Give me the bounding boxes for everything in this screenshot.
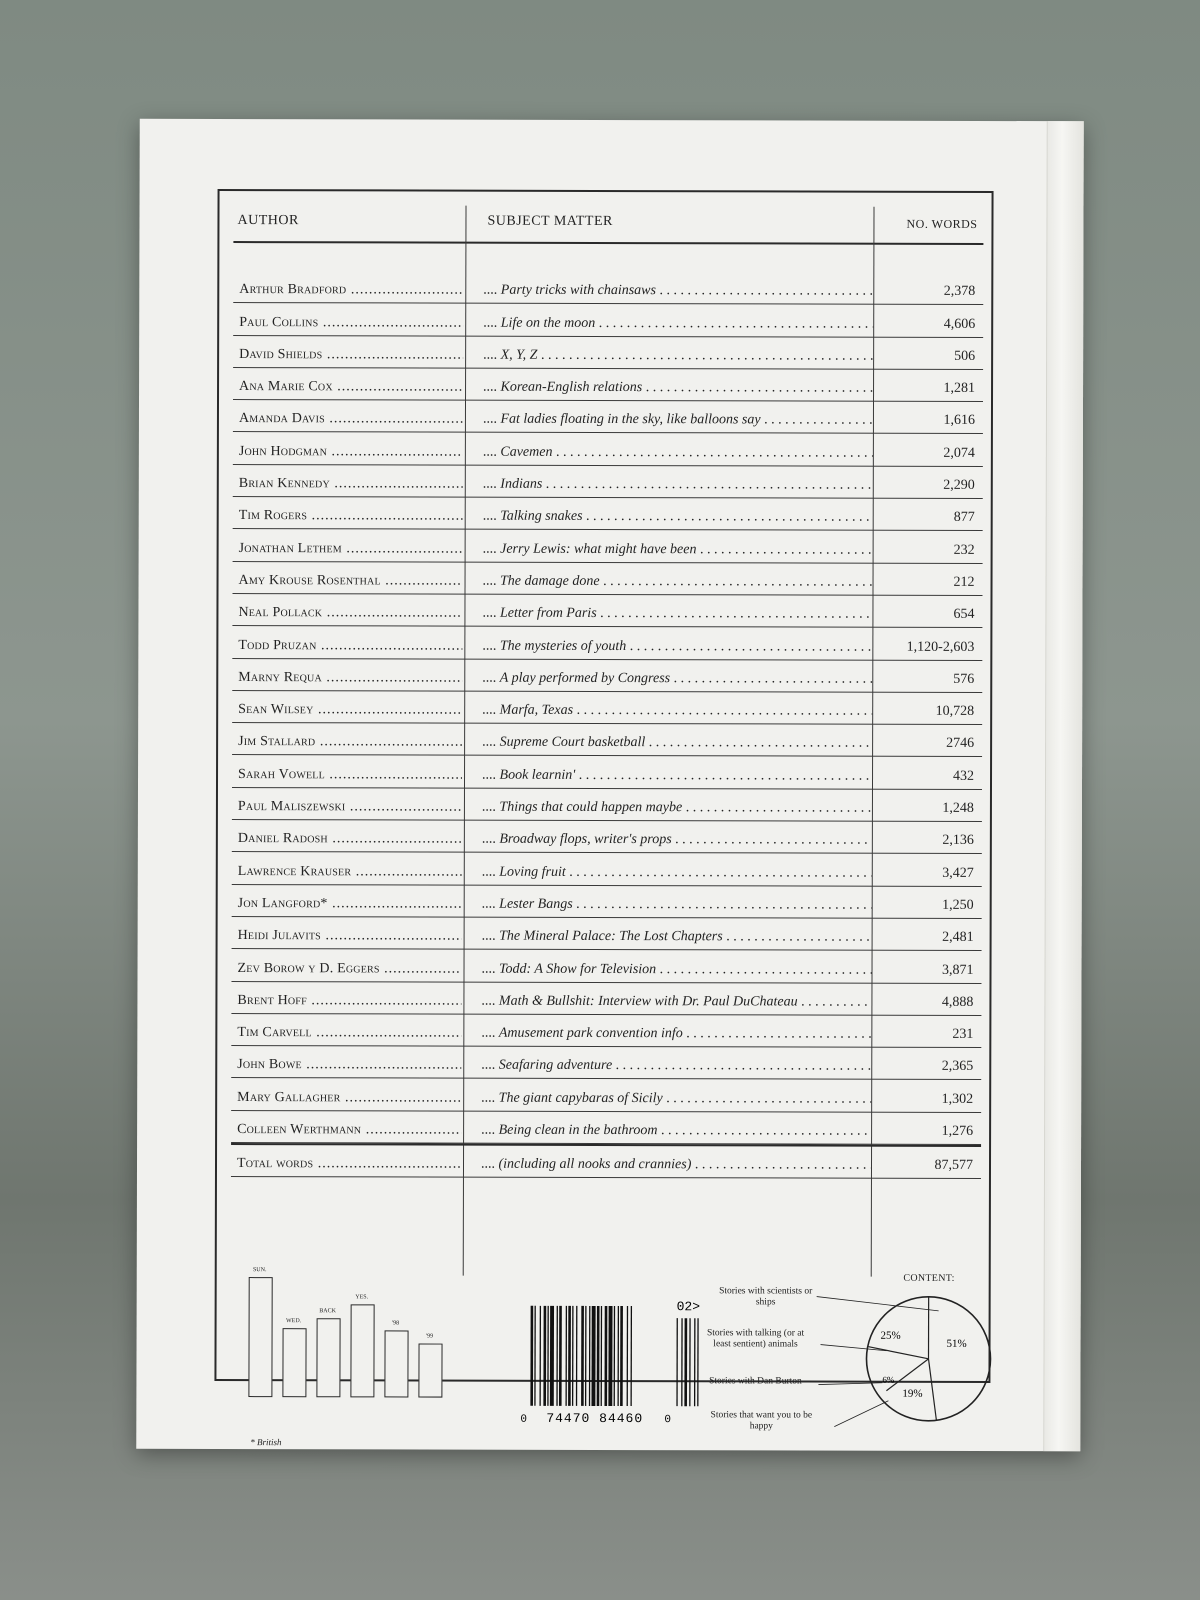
barcode-bar [534,1306,536,1406]
word-count-cell: 4,888 [941,994,974,1010]
table-row [233,368,983,402]
word-count-cell: 1,248 [942,800,974,816]
word-count-cell: 1,120-2,603 [906,639,975,655]
author-cell: Lawrence Krauser ..... [238,864,462,881]
barcode-bar [608,1306,612,1406]
pie-leader-line [834,1401,888,1427]
word-count-cell: 2,074 [943,445,975,461]
author-cell: Brent Hoff ..... [237,993,461,1010]
pie-label-happy: Stories that want you to be happy [710,1410,813,1432]
pie-title: CONTENT: [903,1272,955,1284]
author-cell: Brian Kennedy ..... [239,476,463,493]
word-count-cell: 2,378 [943,284,976,300]
subject-cell: .... Korean-English relations . . . [483,380,873,397]
subject-cell: .... Fat ladies floating in the sky, like balloons say . . . [483,412,873,429]
table-row [232,562,982,596]
pie-label-scientists: Stories with scientists or ships [719,1286,813,1308]
pie-label-dan-burton: Stories with Dan Burton [709,1376,802,1387]
header-subject: SUBJECT MATTER [487,213,613,230]
barcode-bar [543,1306,546,1406]
bar-label: WED. [285,1318,302,1325]
barcode-bar [581,1306,584,1406]
word-count-cell: 212 [953,574,975,590]
pie-leader-line [821,1345,887,1351]
header-words: NO. WORDS [906,216,978,231]
author-cell: Amanda Davis ..... [239,412,463,429]
subject-cell: .... The damage done . . . [483,574,873,591]
word-count-cell: 1,616 [943,413,975,429]
author-cell: Todd Pruzan ..... [238,638,462,655]
barcode-bar [565,1306,567,1406]
author-cell: Heidi Julavits ..... [238,928,462,945]
subject-cell: .... Book learnin' . . . [482,767,872,784]
table-row [231,1046,981,1080]
barcode-digit-left: 0 [520,1413,527,1426]
barcode-bar [604,1306,607,1406]
table-row [233,432,983,466]
author-cell: Colleen Werthmann ..... [237,1122,461,1139]
subject-cell: .... Lester Bangs . . . [482,897,872,914]
author-cell: Arthur Bradford ..... [239,282,463,299]
pie-value-happy: 19% [902,1387,923,1400]
word-count-cell: 2,481 [942,930,974,946]
subject-cell: .... Being clean in the bathroom . . . [481,1123,871,1140]
total-words: 87,577 [934,1158,974,1174]
author-cell: Tim Carvell ..... [237,1025,461,1042]
author-cell: Paul Maliszewski ..... [238,799,462,816]
word-count-cell: 231 [952,1027,974,1043]
barcode-bar [576,1306,578,1406]
bar [282,1328,306,1397]
pie-value-dan-burton: 6% [882,1374,895,1385]
bar [350,1304,374,1397]
word-count-cell: 877 [953,510,975,526]
author-cell: Jim Stallard ..... [238,734,462,751]
barcode-bar [591,1306,595,1406]
word-count-cell: 576 [953,671,975,687]
table-row [232,626,982,660]
bar-label: '98 [392,1320,400,1327]
author-cell: Sean Wilsey ..... [238,702,462,719]
table-row [233,529,983,563]
table-row [232,820,982,854]
barcode-bar [597,1306,600,1406]
barcode-addon-bar [681,1318,683,1406]
header-rule [233,241,983,245]
barcode-bar [589,1306,591,1406]
word-count-cell: 2,290 [943,477,975,494]
barcode-digit-right: 0 [664,1414,671,1427]
subject-cell: .... Jerry Lewis: what might have been . . . [483,541,873,558]
subject-cell: .... X, Y, Z . . . [483,348,873,365]
word-count-cell: 506 [954,348,976,364]
author-cell: Ana Marie Cox ..... [239,379,463,396]
table-row [233,271,983,305]
author-cell: John Bowe ..... [237,1057,461,1074]
table-row [231,949,981,983]
barcode-bar [568,1306,571,1406]
pie-chart-area [706,1272,996,1453]
bottom-section [216,1267,988,1448]
word-count-cell: 1,281 [943,381,976,397]
bar [384,1330,408,1397]
subject-cell: .... The giant capybaras of Sicily . . . [481,1090,871,1107]
table-row [232,594,982,628]
table-row [232,788,982,822]
barcode-bar [559,1306,562,1406]
word-count-cell: 4,606 [943,316,976,332]
table-row [232,691,982,725]
pie-value-animals: 25% [880,1329,901,1342]
bar [418,1344,442,1398]
subject-cell: .... The mysteries of youth . . . [482,638,872,655]
bar-label: '99 [426,1333,434,1340]
table-row [233,336,983,370]
table-row [232,917,982,951]
subject-cell: .... Math & Bullshit: Interview with Dr. Paul DuChateau . . . [481,993,871,1010]
pie-label-animals: Stories with talking (or at least sentient) animals [706,1328,805,1350]
subject-cell: .... Party tricks with chainsaws . . . [483,283,873,300]
barcode-addon: 02> [676,1299,701,1315]
bar-label: YES. [355,1294,369,1301]
barcode-bar [614,1306,616,1406]
table-row [232,885,982,919]
pie-divider [868,1347,928,1359]
total-subject: .... (including all nooks and crannies) . . . [481,1157,871,1174]
author-cell: Zev Borow y D. Eggers ..... [237,961,461,978]
pie-divider [928,1359,936,1420]
author-cell: David Shields ..... [239,347,463,364]
barcode-addon-bar [684,1318,687,1406]
subject-cell: .... Letter from Paris . . . [482,606,872,623]
barcode-addon-bar [676,1318,678,1406]
bar [316,1318,340,1397]
header-author: AUTHOR [237,213,299,229]
subject-cell: .... Indians . . . [483,477,873,494]
bar-chart [244,1267,464,1398]
barcode-bar [547,1306,549,1406]
pie-chart [706,1272,996,1453]
table-row [233,400,983,434]
author-cell: Marny Requa ..... [238,670,462,687]
subject-cell: .... Amusement park convention info . . . [481,1026,871,1043]
table-row [231,982,981,1016]
word-count-cell: 2,136 [942,833,974,849]
bar-label: BACK [319,1308,336,1315]
table-row [233,303,983,337]
author-cell: Jon Langford* ..... [238,896,462,913]
barcode-bar [627,1306,629,1406]
barcode [516,1298,716,1427]
subject-cell: .... Loving fruit . . . [482,864,872,881]
subject-cell: .... Broadway flops, writer's props . . . [482,832,872,849]
barcode-addon-bar [694,1318,696,1406]
table-row [232,755,982,789]
word-count-cell: 1,276 [941,1123,974,1139]
table-row [232,852,982,886]
subject-cell: .... Seafaring adventure . . . [481,1058,871,1075]
total-label: Total words ..... [237,1156,461,1173]
book-spine-edge [1043,121,1083,1451]
barcode-bar [620,1306,623,1406]
barcode-bar [617,1306,619,1406]
barcode-bar [601,1306,603,1406]
author-cell: Neal Pollack ..... [238,605,462,622]
pie-leader-line [817,1297,939,1311]
subject-cell: .... Talking snakes . . . [483,509,873,526]
word-count-cell: 2746 [946,736,975,752]
word-count-cell: 10,728 [935,704,975,720]
barcode-bar [572,1306,574,1406]
subject-cell: .... A play performed by Congress . . . [482,671,872,688]
subject-cell: .... Supreme Court basketball . . . [482,735,872,752]
subject-cell: .... Todd: A Show for Television . . . [481,961,871,978]
barcode-bar [539,1306,541,1406]
barcode-bar [630,1306,632,1406]
barcode-addon-bar [697,1318,699,1406]
barcode-addon-bar [689,1318,691,1406]
author-cell: Daniel Radosh ..... [238,831,462,848]
pie-value-scientists: 51% [946,1337,967,1350]
author-cell: Jonathan Lethem ..... [239,541,463,558]
table-row [233,497,983,531]
author-cell: Tim Rogers ..... [239,508,463,525]
table-row [231,1014,981,1048]
author-cell: Paul Collins ..... [239,315,463,332]
author-cell: Amy Krouse Rosenthal ..... [239,573,463,590]
subject-cell: .... Marfa, Texas . . . [482,703,872,720]
total-row [231,1143,981,1179]
word-count-cell: 2,365 [941,1059,974,1075]
word-count-cell: 1,302 [941,1091,974,1107]
barcode-digits: 74470 84460 [546,1410,644,1427]
table-row [233,465,983,499]
barcode-bar [550,1306,554,1406]
barcode-bar [530,1306,533,1406]
table-row [231,1078,981,1112]
book-back-cover [136,119,1083,1451]
word-count-cell: 3,871 [941,962,974,978]
subject-cell: .... The Mineral Palace: The Lost Chapters . . . [482,929,872,946]
footnote: * British [250,1437,282,1448]
word-count-cell: 3,427 [942,865,974,881]
subject-cell: .... Things that could happen maybe . . . [482,800,872,817]
bar-label: SUN. [252,1267,267,1274]
bar [248,1277,272,1397]
word-count-cell: 1,250 [942,897,974,913]
barcode-bar [556,1306,558,1406]
table-row [232,723,982,757]
word-count-cell: 232 [953,542,975,558]
word-count-cell: 654 [953,607,975,623]
contents-table-frame [214,189,993,1448]
table-row [232,659,982,693]
subject-cell: .... Cavemen . . . [483,444,873,461]
author-cell: Sarah Vowell ..... [238,767,462,784]
author-cell: John Hodgman ..... [239,444,463,461]
contents-rows [231,271,983,1179]
table-row [231,1111,981,1145]
author-cell: Mary Gallagher ..... [237,1090,461,1107]
subject-cell: .... Life on the moon . . . [483,315,873,332]
barcode-bar [585,1306,587,1406]
word-count-cell: 432 [953,768,975,784]
